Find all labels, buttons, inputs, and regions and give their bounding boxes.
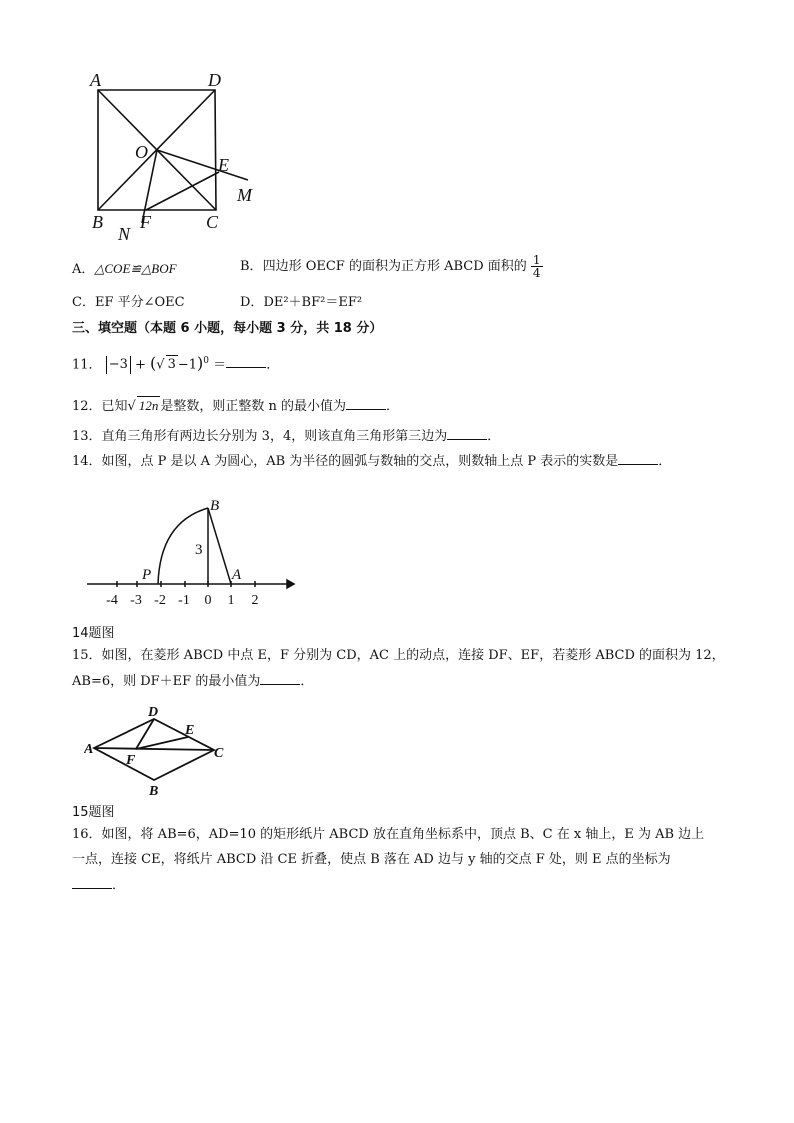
sqrt-12n: 12n [138, 398, 159, 413]
question-16-line-2: 一点，连接 CE，将纸片 ABCD 沿 CE 折叠，使点 B 落在 AD 边与 y 轴的交点 F 处，则 E 点的坐标为 [72, 852, 671, 867]
answer-blank-15[interactable] [260, 672, 300, 685]
tick-label: -1 [178, 593, 190, 608]
figure-square-abcd [80, 68, 270, 243]
label-b-14: B [210, 498, 220, 514]
question-11: 11． −3 + (√ 3 −1)$^0$ ＝ ． [72, 353, 280, 373]
tick-label: -4 [106, 593, 118, 608]
option-b [240, 254, 543, 279]
option-d-text: DE²＋BF²＝EF² [263, 295, 363, 310]
option-a-letter: A． [72, 262, 95, 277]
figure-14-number-line [82, 492, 297, 612]
option-b-text: 四边形 OECF 的面积为正方形 ABCD 面积的 [262, 259, 527, 274]
option-c-text: EF 平分∠OEC [94, 295, 185, 310]
answer-blank-16[interactable] [72, 876, 112, 889]
label-m: M [237, 185, 252, 205]
label-a-14: A [232, 567, 242, 583]
option-b-letter: B． [240, 259, 263, 274]
tick-label: 0 [204, 593, 212, 608]
question-16-line-3: ． [72, 876, 125, 895]
section-3-heading: 三、填空题（本题 6 小题，每小题 3 分，共 18 分） [72, 321, 383, 336]
question-16-line-1: 16．如图，将 AB=6，AD=10 的矩形纸片 ABCD 放在直角坐标系中，顶点 B、C 在 x 轴上，E 为 AB 边上 [72, 827, 705, 842]
label-p-14: P [142, 567, 152, 583]
absolute-value: −3 [106, 356, 131, 374]
label-b: B [92, 212, 103, 232]
tick-label: 1 [227, 593, 235, 608]
answer-blank-13[interactable] [447, 427, 487, 440]
caption-figure-14: 14题图 [72, 626, 115, 641]
label-c-15: C [214, 746, 224, 761]
label-o: O [135, 142, 148, 162]
question-15-line-1: 15．如图，在菱形 ABCD 中点 E，F 分别为 CD，AC 上的动点，连接 DF、EF，若菱形 ABCD 的面积为 12， [72, 648, 725, 663]
option-a [72, 260, 177, 279]
caption-figure-15: 15题图 [72, 805, 115, 820]
label-a-15: A [84, 742, 94, 757]
option-d [240, 294, 362, 312]
fraction-one-quarter: $\frac{1}{4}$ [532, 253, 541, 280]
answer-blank-11[interactable] [226, 355, 266, 368]
label-e: E [218, 155, 229, 175]
label-d: D [208, 70, 221, 90]
tick-label: 2 [251, 593, 259, 608]
question-12: 12．已知√ 12n 是整数，则正整数 n 的最小值为 ． [72, 398, 399, 414]
option-c-letter: C． [72, 295, 95, 310]
label-height-3: 3 [195, 542, 203, 558]
answer-blank-14[interactable] [618, 452, 658, 465]
label-a: A [90, 70, 101, 90]
option-c [72, 294, 185, 312]
label-n: N [118, 224, 131, 243]
label-e-15: E [185, 723, 195, 738]
label-d-15: D [148, 705, 159, 720]
question-13: 13．直角三角形有两边长分别为 3，4，则该直角三角形第三边为 ． [72, 429, 501, 444]
label-f-15: F [126, 753, 136, 768]
label-b-15: B [149, 784, 159, 799]
label-f: F [140, 212, 151, 232]
sqrt-three: 3 [167, 357, 176, 373]
option-a-text: △COE≌△BOF [94, 261, 177, 276]
label-c: C [206, 212, 219, 232]
tick-label: -2 [154, 593, 166, 608]
tick-label: -3 [130, 593, 142, 608]
figure-15-rhombus [84, 702, 244, 802]
question-15-line-2: AB=6，则 DF＋EF 的最小值为 ． [72, 674, 314, 689]
answer-blank-12[interactable] [346, 397, 386, 410]
question-14: 14．如图，点 P 是以 A 为圆心，AB 为半径的圆弧与数轴的交点，则数轴上点 P 表示的实数是 ． [72, 454, 672, 469]
option-d-letter: D． [240, 295, 264, 310]
